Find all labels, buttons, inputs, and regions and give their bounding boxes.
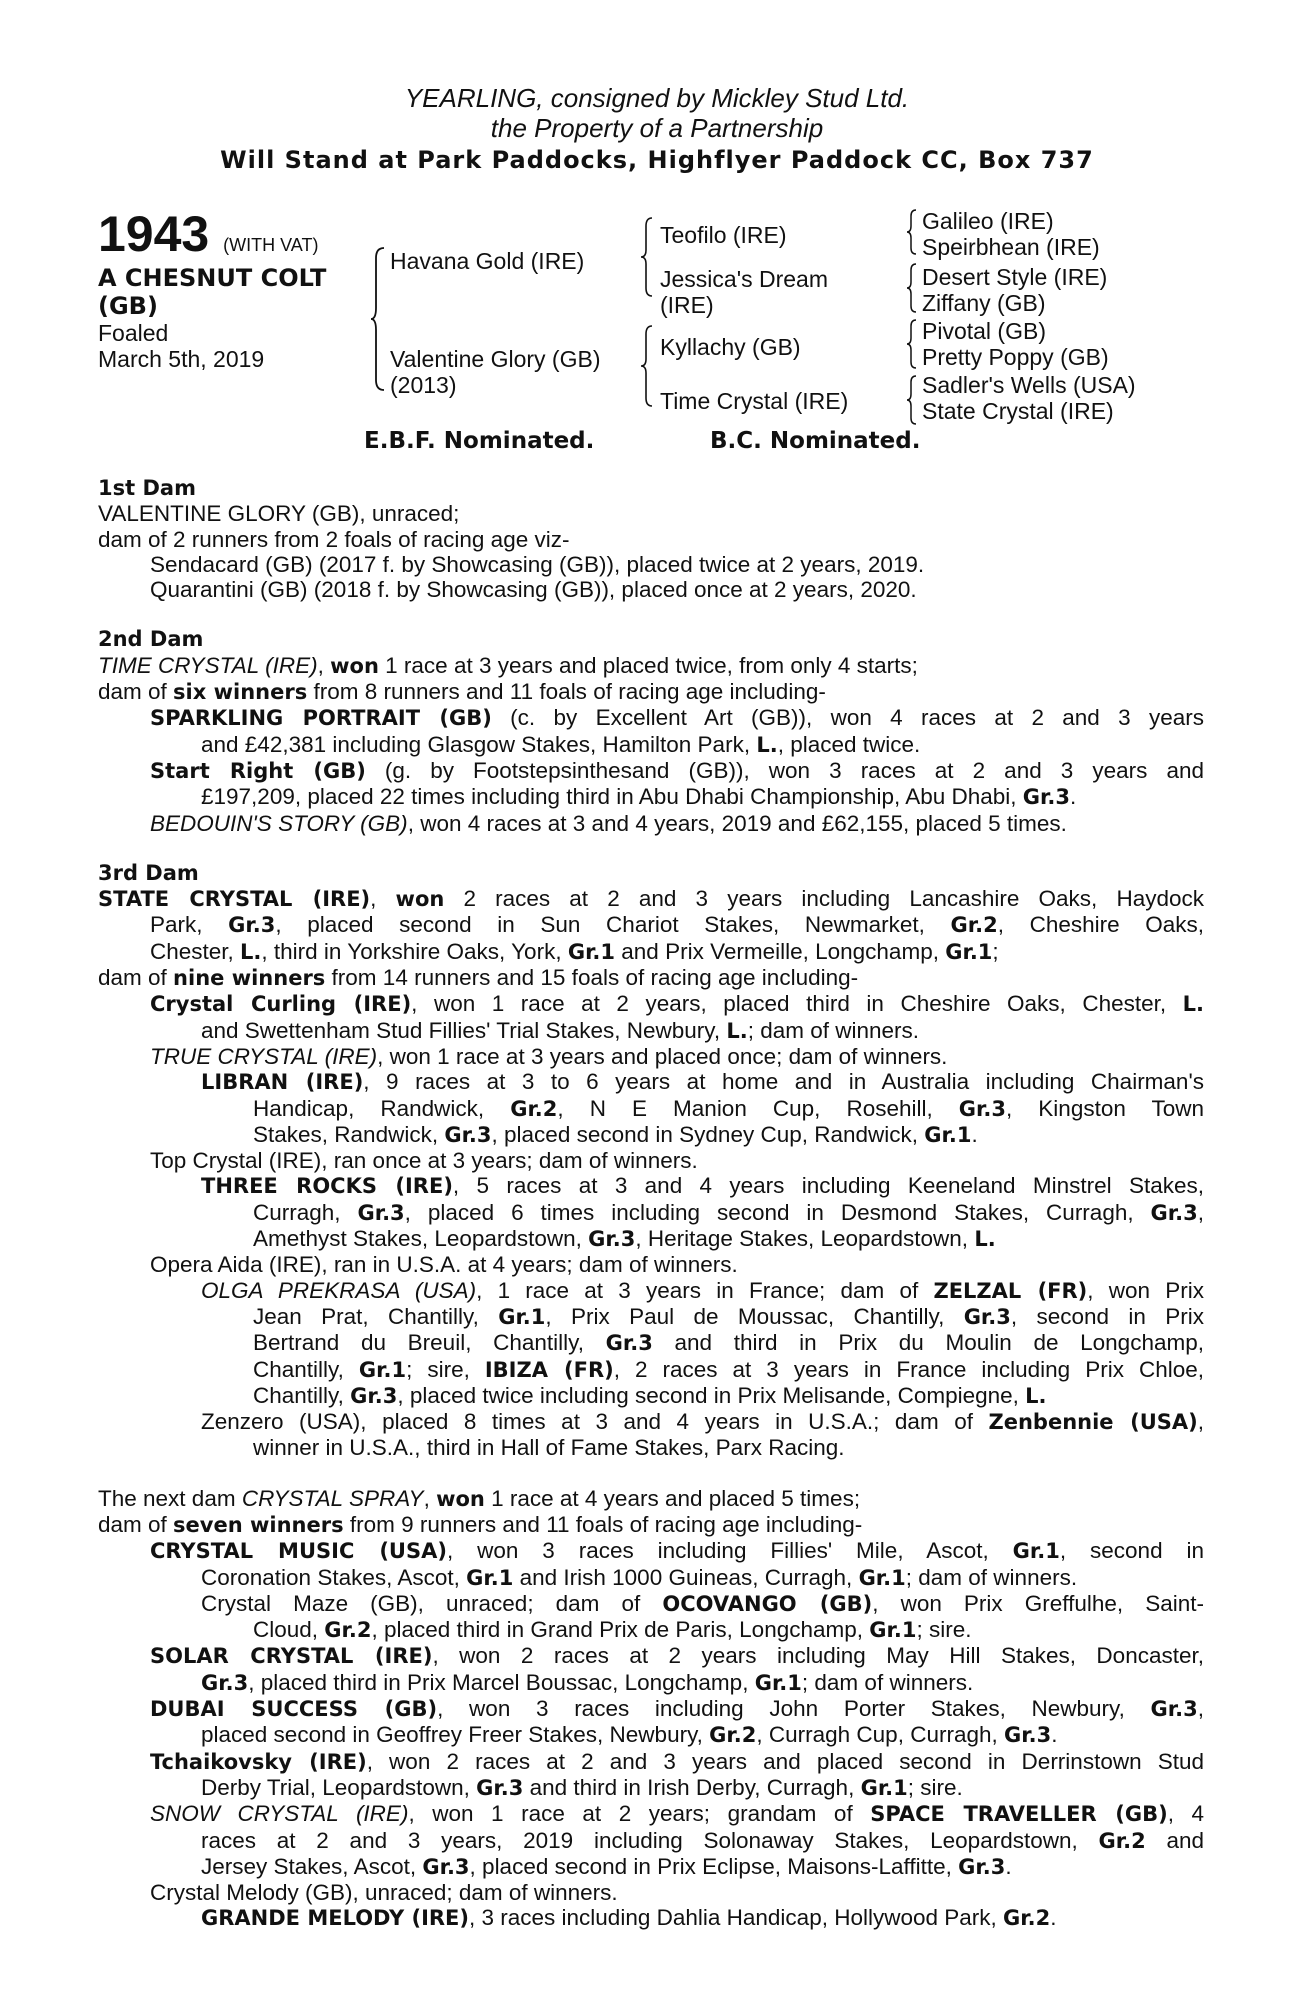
next-dam-line-2: dam of seven winners from 9 runners and 11 foals of racing age including-: [98, 1511, 863, 1537]
bc-nominated: B.C. Nominated.: [710, 428, 921, 454]
third-dam-heading: 3rd Dam: [98, 860, 199, 885]
three-rocks-line-2: Curragh, Gr.3, placed 6 times including second in Desmond Stakes, Curragh, Gr.3,: [253, 1199, 1204, 1225]
zenzero-line-1: Zenzero (USA), placed 8 times at 3 and 4 years in U.S.A.; dam of Zenbennie (USA),: [201, 1409, 1205, 1435]
olga-prekrasa-line-2: Jean Prat, Chantilly, Gr.1, Prix Paul de Moussac, Chantilly, Gr.3, second in Prix: [253, 1303, 1204, 1329]
crystal-maze-line-2: Cloud, Gr.2, placed third in Grand Prix de Paris, Longchamp, Gr.1; sire.: [253, 1617, 972, 1643]
pedigree-brace-g2: [906, 262, 918, 314]
gen3-1: Galileo (IRE): [922, 208, 1054, 234]
pedigree-brace-g3: [906, 318, 918, 370]
lot-number: [98, 208, 318, 271]
dam-year: (2013): [390, 372, 457, 398]
gen3-4: Ziffany (GB): [922, 290, 1046, 316]
olga-prekrasa-line-3: Bertrand du Breuil, Chantilly, Gr.3 and third in Prix du Moulin de Longchamp,: [253, 1330, 1204, 1356]
true-crystal-line: TRUE CRYSTAL (IRE), won 1 race at 3 years and placed once; dam of winners.: [150, 1043, 948, 1069]
sparkling-portrait-line-1: SPARKLING PORTRAIT (GB) (c. by Excellent Art (GB)), won 4 races at 2 and 3 years: [150, 705, 1204, 731]
gen3-3: Desert Style (IRE): [922, 264, 1108, 290]
bedouins-story-line: BEDOUIN'S STORY (GB), won 4 races at 3 and 4 years, 2019 and £62,155, placed 5 times.: [150, 810, 1067, 836]
sire-name: Havana Gold (IRE): [390, 248, 585, 274]
dam-dam: Time Crystal (IRE): [660, 388, 849, 414]
crystal-melody-line: Crystal Melody (GB), unraced; dam of winners.: [150, 1880, 618, 1906]
crystal-curling-line-1: Crystal Curling (IRE), won 1 race at 2 years, placed third in Cheshire Oaks, Chester, L.: [150, 991, 1204, 1017]
olga-prekrasa-line-1: OLGA PREKRASA (USA), 1 race at 3 years in France; dam of ZELZAL (FR), won Prix: [201, 1277, 1204, 1303]
zenzero-line-2: winner in U.S.A., third in Hall of Fame Stakes, Parx Racing.: [253, 1435, 845, 1461]
next-dam-line-1: The next dam CRYSTAL SPRAY, won 1 race at 4 years and placed 5 times;: [98, 1485, 861, 1511]
snow-crystal-line-2: races at 2 and 3 years, 2019 including Solonaway Stakes, Leopardstown, Gr.2 and: [201, 1827, 1204, 1853]
ebf-nominated: E.B.F. Nominated.: [364, 428, 595, 454]
pedigree-brace-g4: [906, 374, 918, 426]
dubai-success-line-1: DUBAI SUCCESS (GB), won 3 races including John Porter Stakes, Newbury, Gr.3,: [150, 1696, 1204, 1722]
libran-line-2: Handicap, Randwick, Gr.2, N E Manion Cup, Rosehill, Gr.3, Kingston Town: [253, 1095, 1205, 1121]
state-crystal-line-3: Chester, L., third in Yorkshire Oaks, York, Gr.1 and Prix Vermeille, Longchamp, Gr.1;: [150, 938, 999, 964]
crystal-maze-line-1: Crystal Maze (GB), unraced; dam of OCOVANGO (GB), won Prix Greffulhe, Saint-: [201, 1590, 1205, 1616]
location-line: Will Stand at Park Paddocks, Highflyer Paddock CC, Box 737: [220, 146, 1094, 174]
third-dam-winners-line: dam of nine winners from 14 runners and 15 foals of racing age including-: [98, 965, 859, 991]
tchaikovsky-line-1: Tchaikovsky (IRE), won 2 races at 2 and 3 years and placed second in Derrinstown Stud: [150, 1748, 1204, 1774]
crystal-music-line-2: Coronation Stakes, Ascot, Gr.1 and Irish 1000 Guineas, Curragh, Gr.1; dam of winners.: [201, 1564, 1078, 1590]
sire-dam: Jessica's Dream: [660, 266, 828, 292]
three-rocks-line-3: Amethyst Stakes, Leopardstown, Gr.3, Heritage Stakes, Leopardstown, L.: [253, 1226, 996, 1252]
top-crystal-line: Top Crystal (IRE), ran once at 3 years; dam of winners.: [150, 1148, 698, 1174]
vat-label: (WITH VAT): [223, 235, 319, 255]
three-rocks-line-1: THREE ROCKS (IRE), 5 races at 3 and 4 years including Keeneland Minstrel Stakes,: [201, 1173, 1204, 1199]
solar-crystal-line-1: SOLAR CRYSTAL (IRE), won 2 races at 2 years including May Hill Stakes, Doncaster,: [150, 1643, 1204, 1669]
consignor-line: YEARLING, consigned by Mickley Stud Ltd.: [404, 83, 910, 113]
lot-number-value: 1943: [98, 206, 210, 262]
snow-crystal-line-3: Jersey Stakes, Ascot, Gr.3, placed second in Prix Eclipse, Maisons-Laffitte, Gr.3.: [201, 1853, 1012, 1879]
sire-sire: Teofilo (IRE): [660, 222, 787, 248]
first-dam-produce-2: Quarantini (GB) (2018 f. by Showcasing (GB)), placed once at 2 years, 2020.: [150, 577, 917, 603]
pedigree-brace-dam: [640, 324, 654, 408]
dam-name: Valentine Glory (GB): [390, 346, 601, 372]
olga-prekrasa-line-5: Chantilly, Gr.3, placed twice including second in Prix Melisande, Compiegne, L.: [253, 1382, 1047, 1408]
lot-description: A CHESNUT COLT: [98, 264, 327, 292]
gen3-8: State Crystal (IRE): [922, 398, 1114, 424]
dam-sire: Kyllachy (GB): [660, 334, 801, 360]
tchaikovsky-line-2: Derby Trial, Leopardstown, Gr.3 and third in Irish Derby, Curragh, Gr.1; sire.: [201, 1774, 963, 1800]
state-crystal-line-1: STATE CRYSTAL (IRE), won 2 races at 2 and 3 years including Lancashire Oaks, Haydock: [98, 886, 1204, 912]
start-right-line-1: Start Right (GB) (g. by Footstepsinthesand (GB)), won 3 races at 2 and 3 years and: [150, 757, 1204, 783]
sire-dam-country: (IRE): [660, 292, 714, 318]
libran-line-1: LIBRAN (IRE), 9 races at 3 to 6 years at home and in Australia including Chairman's: [201, 1069, 1204, 1095]
second-dam-line-1: TIME CRYSTAL (IRE), won 1 race at 3 years and placed twice, from only 4 starts;: [98, 652, 918, 678]
second-dam-heading: 2nd Dam: [98, 627, 204, 652]
dubai-success-line-2: placed second in Geoffrey Freer Stakes, Newbury, Gr.2, Curragh Cup, Curragh, Gr.3.: [201, 1722, 1058, 1748]
opera-aida-line: Opera Aida (IRE), ran in U.S.A. at 4 years; dam of winners.: [150, 1252, 738, 1278]
gen3-7: Sadler's Wells (USA): [922, 372, 1136, 398]
gen3-5: Pivotal (GB): [922, 318, 1046, 344]
crystal-music-line-1: CRYSTAL MUSIC (USA), won 3 races including Fillies' Mile, Ascot, Gr.1, second in: [150, 1538, 1205, 1564]
first-dam-line-1: VALENTINE GLORY (GB), unraced;: [98, 501, 460, 527]
gen3-2: Speirbhean (IRE): [922, 234, 1100, 260]
foaled-date: March 5th, 2019: [98, 346, 265, 372]
first-dam-line-2: dam of 2 runners from 2 foals of racing age viz-: [98, 526, 570, 552]
lot-country: (GB): [98, 292, 158, 320]
crystal-curling-line-2: and Swettenham Stud Fillies' Trial Stakes, Newbury, L.; dam of winners.: [201, 1017, 920, 1043]
property-line: the Property of a Partnership: [490, 113, 824, 143]
produce-record: [98, 476, 1204, 1932]
grande-melody-line: GRANDE MELODY (IRE), 3 races including Dahlia Handicap, Hollywood Park, Gr.2.: [201, 1905, 1057, 1931]
pedigree-brace-gen1: [370, 246, 386, 392]
gen3-6: Pretty Poppy (GB): [922, 344, 1109, 370]
first-dam-produce-1: Sendacard (GB) (2017 f. by Showcasing (GB)), placed twice at 2 years, 2019.: [150, 551, 925, 577]
pedigree-brace-g1: [906, 208, 918, 256]
libran-line-3: Stakes, Randwick, Gr.3, placed second in Sydney Cup, Randwick, Gr.1.: [253, 1121, 978, 1147]
foaled-label: Foaled: [98, 320, 169, 346]
pedigree-brace-sire: [640, 216, 654, 298]
start-right-line-2: £197,209, placed 22 times including third in Abu Dhabi Championship, Abu Dhabi, Gr.3.: [201, 784, 1077, 810]
snow-crystal-line-1: SNOW CRYSTAL (IRE), won 1 race at 2 years; grandam of SPACE TRAVELLER (GB), 4: [150, 1801, 1204, 1827]
first-dam-heading: 1st Dam: [98, 476, 196, 500]
state-crystal-line-2: Park, Gr.3, placed second in Sun Chariot Stakes, Newmarket, Gr.2, Cheshire Oaks,: [150, 912, 1204, 938]
second-dam-line-2: dam of six winners from 8 runners and 11 foals of racing age including-: [98, 679, 826, 705]
solar-crystal-line-2: Gr.3, placed third in Prix Marcel Boussac, Longchamp, Gr.1; dam of winners.: [201, 1669, 974, 1695]
olga-prekrasa-line-4: Chantilly, Gr.1; sire, IBIZA (FR), 2 races at 3 years in France including Prix Chloe,: [253, 1356, 1204, 1382]
sparkling-portrait-line-2: and £42,381 including Glasgow Stakes, Hamilton Park, L., placed twice.: [201, 731, 921, 757]
